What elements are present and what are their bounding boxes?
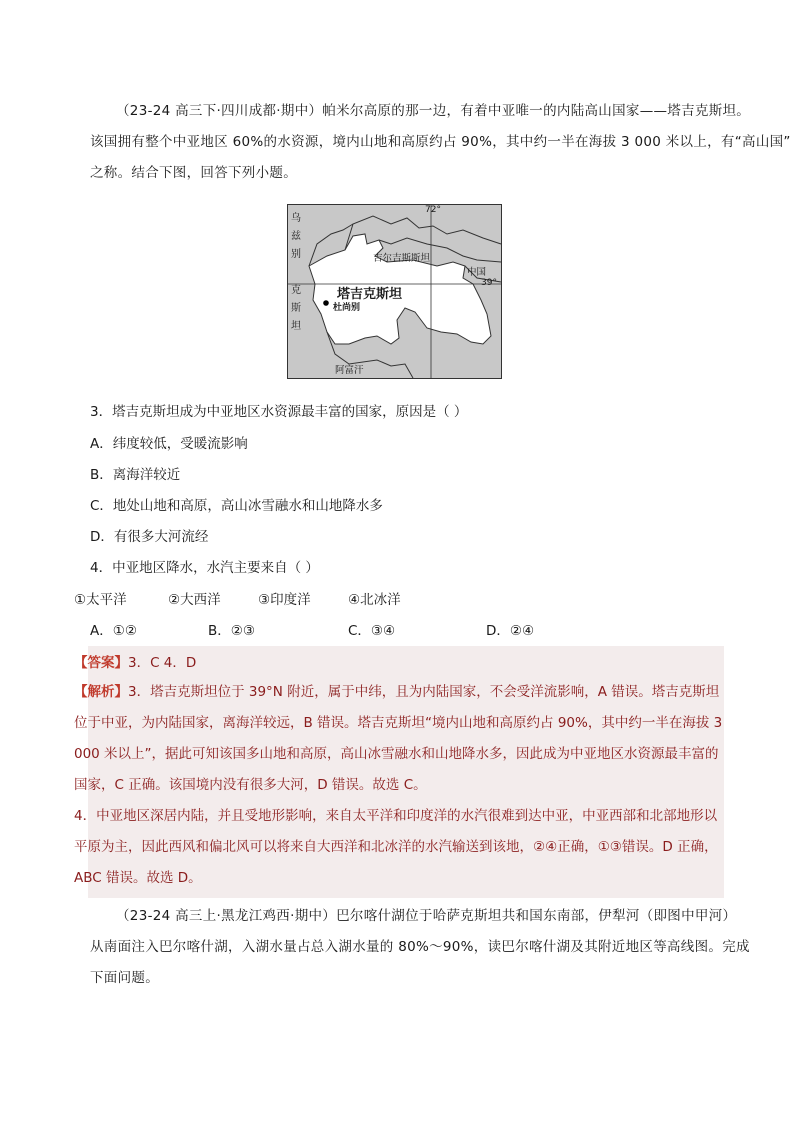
capital-dot <box>323 300 329 306</box>
longitude-label: 72° <box>425 205 441 215</box>
analysis-paragraph-2: 4．中亚地区深居内陆，并且受地形影响，来自太平洋和印度洋的水汽很难到达中亚，中亚西部和北部地形以平原为主，因此西风和偏北风可以将来自大西洋和北冰洋的水汽输送到该地，②④正确，①③错误。D 正确，ABC 错误。故选 D。 <box>74 808 718 886</box>
q4-option-a: A．①② <box>90 623 137 639</box>
intro-line-2: 该国拥有整个中亚地区 60%的水资源，境内山地和高原约占 90%，其中约一半在海拔 3 000 米以上，有“高山国” <box>90 134 791 150</box>
q4-item-4: ④北冰洋 <box>348 592 401 608</box>
intro-line-3: 之称。结合下图，回答下列小题。 <box>90 165 297 181</box>
q4-option-b: B．②③ <box>208 623 255 639</box>
china-label: 中国 <box>467 267 487 278</box>
afghanistan-label: 阿富汗 <box>335 365 364 376</box>
tajikistan-map <box>287 204 502 379</box>
uzbekistan-label: 乌 兹 别 克 斯 坦 <box>291 213 301 332</box>
analysis-tag: 【解析】 <box>74 684 128 700</box>
q4-option-d: D．②④ <box>486 623 535 639</box>
next-intro-line-2: 从南面注入巴尔喀什湖，入湖水量占总入湖水量的 80%～90%，读巴尔喀什湖及其附近地区等高线图。完成 <box>90 939 750 955</box>
q4-item-3: ③印度洋 <box>258 592 311 608</box>
analysis-paragraph-1: 【解析】3．塔吉克斯坦位于 39°N 附近，属于中纬，且为内陆国家，不会受洋流影响，A 错误。塔吉克斯坦位于中亚，为内陆国家，离海洋较远，B 错误。塔吉克斯坦“境内山地和高原约占 90%，其中约一半在海拔 3 000 米以上”，据此可知该国多山地和高原，高山冰雪融水和山地降水多，因此成为中亚地区水资源最丰富的国家，C 正确。该国境内没有很多大河，D 错误。故选 C。 <box>74 684 723 793</box>
kyrgyzstan-label: 吉尔吉斯斯坦 <box>373 253 431 264</box>
q3-option-c: C．地处山地和高原，高山冰雪融水和山地降水多 <box>90 498 383 514</box>
answer-tag: 【答案】 <box>74 655 128 671</box>
answer-text: 3．C 4．D <box>128 655 197 671</box>
tajikistan-label: 塔吉克斯坦 <box>337 287 403 302</box>
q4-item-1: ①太平洋 <box>74 592 127 608</box>
q3-option-d: D．有很多大河流经 <box>90 529 209 545</box>
q4-item-2: ②大西洋 <box>168 592 221 608</box>
next-intro-line-3: 下面问题。 <box>90 970 159 986</box>
q3-option-a: A．纬度较低，受暖流影响 <box>90 436 248 452</box>
q3-option-b: B．离海洋较近 <box>90 467 181 483</box>
q4-option-c: C．③④ <box>348 623 396 639</box>
latitude-label: 39° <box>481 278 497 288</box>
intro-line-1: （23-24 高三下·四川成都·期中）帕米尔高原的那一边，有着中亚唯一的内陆高山国家——塔吉克斯坦。 <box>116 103 751 119</box>
q3-stem: 3．塔吉克斯坦成为中亚地区水资源最丰富的国家，原因是（ ） <box>90 404 468 420</box>
next-intro-line-1: （23-24 高三上·黑龙江鸡西·期中）巴尔喀什湖位于哈萨克斯坦共和国东南部，伊犁河（即图中甲河） <box>116 908 737 924</box>
dushanbe-label: 杜尚别 <box>333 303 361 313</box>
answer-line <box>74 653 196 673</box>
q4-stem: 4．中亚地区降水，水汽主要来自（ ） <box>90 560 319 576</box>
